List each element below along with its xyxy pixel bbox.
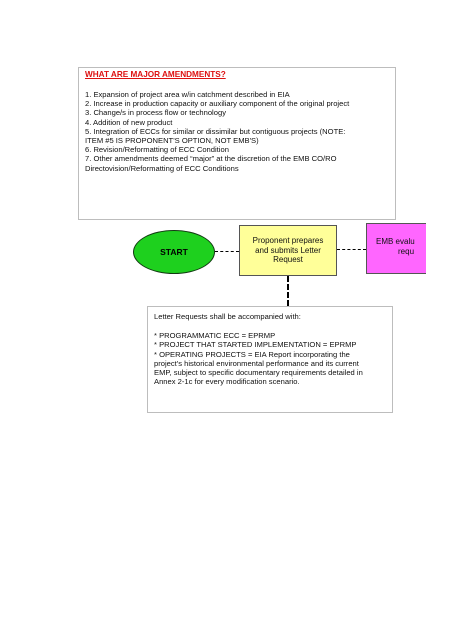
amendment-item: 7. Other amendments deemed “major” at the discretion of the EMB CO/RO xyxy=(85,154,337,164)
major-amendments-title: WHAT ARE MAJOR AMENDMENTS? xyxy=(85,70,226,79)
letter-requirement-item: project's historical environmental performance and its current xyxy=(154,358,359,368)
letter-requirement-item: * PROGRAMMATIC ECC = EPRMP xyxy=(154,331,276,341)
amendment-item: ITEM #5 IS PROPONENT'S OPTION, NOT EMB'S) xyxy=(85,136,259,146)
emb-evaluation-node xyxy=(366,223,426,274)
letter-requirement-item: Annex 2-1c for every modification scenario. xyxy=(154,377,300,387)
amendment-item: 6. Revision/Reformatting of ECC Condition xyxy=(85,145,229,155)
letter-requests-box xyxy=(147,306,393,413)
connector-proponent-to-emb xyxy=(337,249,366,250)
connector-proponent-to-letter-box xyxy=(287,276,289,306)
emb-node-label-line2: requ xyxy=(398,246,415,256)
amendment-item: 1. Expansion of project area w/in catchment described in EIA xyxy=(85,90,290,99)
amendment-item: 5. Integration of ECCs for similar or dissimilar but contiguous projects (NOTE: xyxy=(85,126,346,136)
amendment-item: 3. Change/s in process flow or technology xyxy=(85,108,226,118)
major-amendments-box xyxy=(78,67,396,220)
emb-node-label-line1: EMB evalu xyxy=(376,237,415,246)
letter-requirement-item: * PROJECT THAT STARTED IMPLEMENTATION = EPRMP xyxy=(154,340,357,350)
letter-requests-title: Letter Requests shall be accompanied with: xyxy=(154,312,301,321)
start-node-label: START xyxy=(160,247,188,257)
start-node xyxy=(133,230,215,274)
amendment-item: Directovision/Reformatting of ECC Conditions xyxy=(85,163,239,173)
connector-start-to-proponent xyxy=(215,251,239,252)
amendment-item: 4. Addition of new product xyxy=(85,117,173,127)
proponent-node-label: Proponent prepares and submits Letter Request xyxy=(252,236,324,265)
letter-requirement-item: * OPERATING PROJECTS = EIA Report incorporating the xyxy=(154,349,350,359)
major-amendments-list xyxy=(85,90,395,173)
amendment-item: 2. Increase in production capacity or auxiliary component of the original project xyxy=(85,99,350,109)
letter-requirement-item: EMP, subject to specific documentary requirements detailed in xyxy=(154,368,363,378)
proponent-node xyxy=(239,225,337,276)
